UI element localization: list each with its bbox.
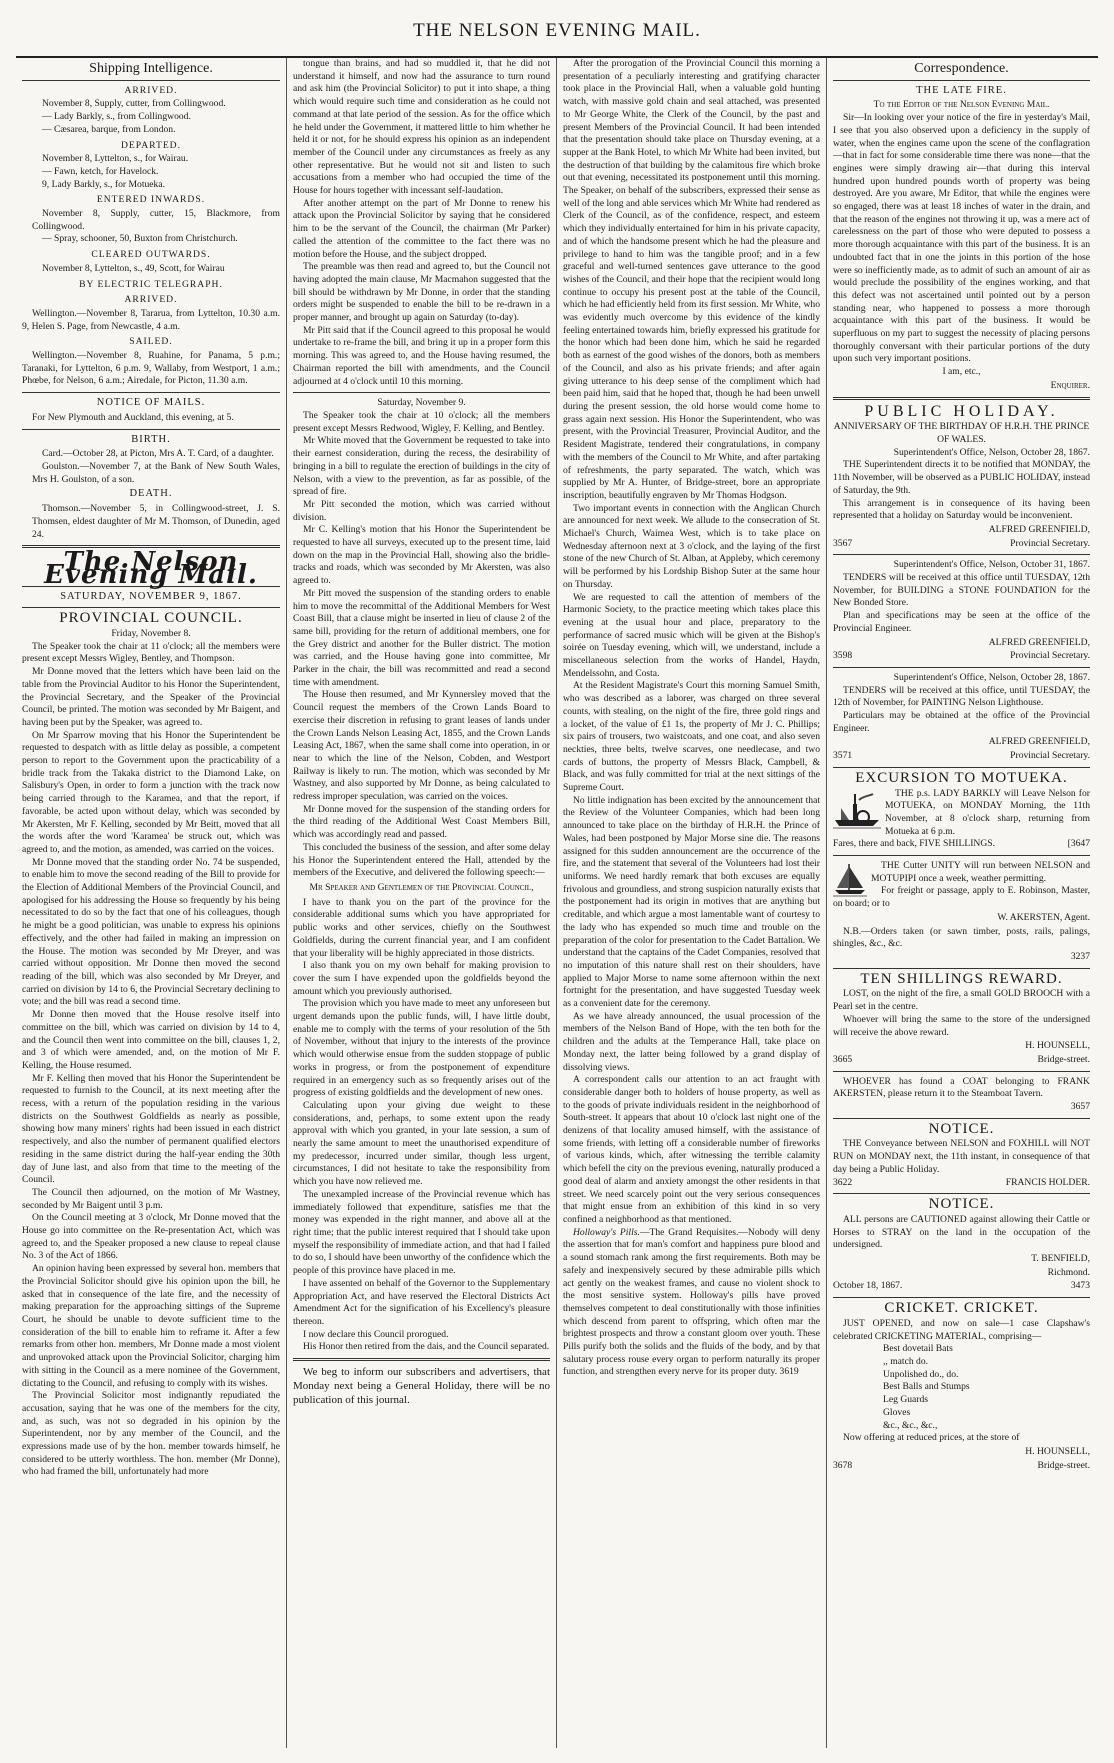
speech-para: I have assented on behalf of the Governor to the Supplementary Appropriation Act, and have reserved the Electoral Districts Act Amendment Act for the signification of his Excellency's pleasure thereon. — [293, 1277, 550, 1327]
council-date-2: Saturday, November 9. — [377, 397, 466, 409]
tender2-body-2: Particulars may be obtained at the office of the Provincial Engineer. — [833, 710, 1090, 734]
speech-para: Calculating upon your giving due weight to these considerations, and, perhaps, to some extent upon the ready approval with which you granted, in your late session, a sum of nearly the same amount to meet the unauthorised expenditure of my predecessor, incurred under similar, though less urgent, circumstances, I did not hesitate to take the responsibility from which you have now relieved me. — [293, 1099, 550, 1188]
council-para: Mr F. Kelling then moved that his Honor the Superintendent be requested to furnish to the Council, at its next meeting after the recess, with a return of the population residing in the various districts on the Southwest Goldfields as nearly as possible, showing how many miners' rights had been issued in each district respectively, and also the number of permanent qualified electors residing in the same district during the half-year ending the 30th day of June last, and also from that time to the meeting of the Council. — [22, 1072, 280, 1186]
correspondence-heading: Correspondence. — [914, 61, 1009, 76]
departed-heading: DEPARTED. — [120, 139, 182, 151]
speech-para: His Honor then retired from the dais, and the Council separated. — [303, 1341, 550, 1353]
council-cont-para: After another attempt on the part of Mr Donne to renew his attack upon the Provincial Solicitor by saying that he considered him to be the servant of the Council, the chairman (Mr Parker) called the attention of the committee to the fact there was no motion before the House, and the subject dropped. — [293, 197, 550, 260]
holiday-subheading: ANNIVERSARY OF THE BIRTHDAY OF H.R.H. THE PRINCE OF WALES. — [833, 421, 1090, 445]
shipping-heading: Shipping Intelligence. — [89, 61, 213, 76]
divider — [833, 855, 1090, 856]
divider — [22, 429, 280, 430]
tender2-signature: ALFRED GREENFIELD, — [988, 736, 1090, 748]
column-2 — [286, 58, 556, 1748]
council-para: The Provincial Solicitor most indignantly repudiated the accusation, saying that he was one of the members for the city, and, as such, was not so degraded in his opinion by the Superintendent, nor by any member of the Council, and the expressions made use of by the hon. member towards himself, he considered to be utterly worthless. The hon. member (Mr Donne), who had framed the bill, unfortunately had more — [22, 1390, 280, 1478]
cutter-body-2: For freight or passage, apply to E. Robinson, Master, on board; or to — [833, 885, 1090, 910]
council-para: On Mr Sparrow moving that his Honor the Superintendent be requested to despatch with as little delay as possible, a competent person to report to the Government upon the practicability of a bridle track from the Takaka district to the Diamond Lake, on Salisbury's Open, in order to form a junction with the track now being carried through to the Karamea, and that the report, if favorable, be acted upon without delay, which was seconded by Mr Akersten, Mr F. Kelling, seconded by Mr Beitt, moved that all the words after the word 'Karamea' be struck out, which was agreed to, and the motion, as amended, was carried on the voices. — [22, 729, 280, 855]
entered-heading: ENTERED INWARDS. — [96, 194, 206, 206]
council-cont-para: tongue than brains, and had so muddled it, that he did not understand it himself, and now had the assurance to turn round and ask him (the Provincial Solicitor) to put it into shape, a thing which would require such time and consideration as he could not command at that late period of the session. As for the office which he held under the Government, it mattered little to him whether he held it or not, for he should express his opinion as an independent member of the Council under any circumstances as freely as any other representative. But he would not sit and listen to such accusations from a member who had occupied the time of the House for hours together with incessant self-laudation. — [293, 58, 550, 197]
birth-heading: BIRTH. — [131, 433, 171, 445]
newspaper-flag: The Nelson Evening Mail. — [44, 547, 258, 590]
death-entry: Thomson.—November 5, in Collingwood-street, J. S. Thomsen, eldest daughter of Mr M. Thomson, of Dunedin, aged 24. — [32, 503, 280, 540]
council-para: An opinion having been expressed by several hon. members that the Provincial Solicitor should give his opinion upon the bill, he asked that in consequence of the late fire, and the necessity of making preparation for the approaching sittings of the Supreme Court, he should be unable to devote sufficient time to the consideration of the bill to enable him to reframe it. After a few remarks from other hon. members, Mr Donne made a most violent and unprovoked attack upon the Provincial Solicitor, charging him with sitting in the Council as a mere nominee of the Government, dictating to the Council, and refusing to comply with its wishes. — [22, 1263, 280, 1389]
divider — [833, 1297, 1090, 1298]
birth-entry: Goulston.—November 7, at the Bank of New South Wales, Mrs H. Goulston, of a son. — [32, 460, 280, 485]
council-cont-para: This concluded the business of the session, and after some delay his Honor the Superintendent entered the Hall, attended by the members of the Executive, and delivered the following speech:— — [293, 841, 550, 879]
reward-body: LOST, on the night of the fire, a small GOLD BROOCH with a Pearl set in the centre. — [833, 988, 1090, 1013]
holiday-body-2: This arrangement is in consequence of its having been represented that a holiday on Saturday would be inconvenient. — [833, 497, 1090, 522]
tender1-body: TENDERS will be received at this office until TUESDAY, 12th November, for BUILDING a STONE FOUNDATION for the New Bonded Store. — [833, 572, 1090, 609]
entered-entry: November 8, Supply, cutter, 15, Blackmore, from Collingwood. — [32, 208, 280, 232]
death-heading: DEATH. — [129, 488, 173, 500]
tender2-ad-number: 3571 — [833, 750, 853, 762]
holloway-lead: Holloway's Pills. — [573, 1226, 640, 1238]
holiday-body: THE Superintendent directs it to be notified that MONDAY, the 11th November, will be observed as a PUBLIC HOLIDAY, instead of Saturday, the 9th. — [833, 459, 1090, 496]
cutter-nb: N.B.—Orders taken (or sawn timber, posts, rails, palings, shingles, &c., &c. — [833, 925, 1090, 950]
tel-sailed-text: Wellington.—November 8, Ruahine, for Panama, 5 p.m.; Taranaki, for Lyttelton, 6 p.m. 9, Wallaby, from Westport, 1 a.m.; Phœbe, for Nelson, 6 a.m.; Airedale, for Picton, 11.30 a.m. — [22, 350, 280, 387]
tender2-role: Provincial Secretary. — [1010, 750, 1090, 762]
news-para: A correspondent calls our attention to an act fraught with considerable danger both to holders of house property, as well as to the goods of private individuals resident in the neighborhood of South-street. It appears that about 10 o'clock last night one of the denizens of that locality amused himself, with the assistance of some friends, with letting off a considerable number of fireworks of various kinds, which, after witnessing the terrible calamity which befell the city on the previous evening, naturally produced a good deal of alarm and anxiety amongst the other residents in that street. We need scarcely point out the very serious consequences that might ensue from an exhibition of this kind in so very confined a neighborhood as that mentioned. — [563, 1074, 820, 1225]
speech-para: The provision which you have made to meet any unforeseen but urgent demands upon the public funds, will, I have little doubt, enable me to comply with the terms of your resolution of the 5th of November, without that injury to the interests of the province which would otherwise ensue from the sudden stoppage of public works in progress, or from the postponement of expenditure required in an emergency such as so frequently arises out of the progress of existing goldfields and the development of new ones. — [293, 998, 550, 1099]
speech-para: I have to thank you on the part of the province for the considerable additional sums which you have appropriated for public works and other services, chiefly on the Southwest Goldfields, during the current financial year, and I am confident that your liberality will be highly appreciated in those districts. — [293, 896, 550, 959]
divider — [293, 1358, 550, 1361]
cricket-item: &c., &c., &c., — [883, 1419, 938, 1431]
coat-ad-number: 3657 — [1070, 1101, 1090, 1113]
column-4 — [826, 58, 1096, 1748]
notice2-date: October 18, 1867. — [833, 1280, 903, 1292]
holiday-signature: ALFRED GREENFIELD, — [988, 523, 1090, 535]
mails-heading: NOTICE OF MAILS. — [96, 397, 206, 409]
divider — [22, 607, 280, 608]
departed-entry: November 8, Lyttelton, s., for Wairau. — [42, 153, 189, 165]
steamship-icon — [833, 790, 881, 830]
columns — [16, 58, 1098, 1748]
council-cont-para: Mr C. Kelling's motion that his Honor the Superintendent be requested to have all surveys, executed up to the present time, laid down on the map in the Provincial Hall, showing also the bridle-tracks and roads, which was seconded by Mr Akersten, was also agreed to. — [293, 524, 550, 587]
cutter-body: THE Cutter UNITY will run between NELSON and MOTUPIPI once a week, weather permitting. — [871, 860, 1090, 884]
reward-address: Bridge-street. — [1037, 1053, 1090, 1065]
divider — [833, 1193, 1090, 1194]
birth-entry: Card.—October 28, at Picton, Mrs A. T. Card, of a daughter. — [42, 448, 274, 460]
holiday-role: Provincial Secretary. — [1010, 537, 1090, 549]
council-para: The Council then adjourned, on the motion of Mr Wastney, seconded by Mr Baigent until 3 p.m. — [22, 1186, 280, 1211]
news-para: After the prorogation of the Provincial Council this morning a presentation of a peculiarly interesting and gratifying character took place in the Provincial Hall, when a valuable gold hunting watch, with massive gold chain and seal attached, was presented to Mr George White, the Clerk of the Council, by the past and present Members of the Provincial Council. It had been intended that the presentation should take place on Thursday evening, at a supper at the Bank Hotel, to which Mr White had been invited, but the destruction of that building by the calamitous fire which broke out that evening, necessitated its postponement until this morning. The Speaker, on behalf of the subscribers, expressed their sense as well of the long and able services which Mr White had rendered as Clerk of the Council, as of the confidence, respect, and esteem which they individually entertained for him in his private capacity, and of which the handsome present which he had the pleasure and privilege to hand to him was the tangible proof; and in a few graceful and well-turned sentences gave utterance to the good wishes of the Council, and their hope that the recipient would long continue to occupy his present post at the table of the Council, which he had efficiently held from its first session. Mr White, who was evidently much overcome by this evidence of the kindly feeling entertained towards him, briefly expressed his gratitude for the honor which had been done him, which he said he regarded both as earnest of the good wishes of the donors, both as members of the Council, and also as his private friends; and after again giving utterance to his deep sense of the compliment which had been paid him, said that he hoped that, though he had been unwell during the present session, the old horse would come home to grass again next session. His Honor the Superintendent, who was present, with the Provincial Treasurer, Provincial Auditor, and the Resident Magistrate, tendered their congratulations, in company with the members of the Council to Mr White, and after partaking of refreshments, the party separated. The watch, which was supplied by Mr A. Hunter, of Bridge-street, bore an appropriate inscription, beautifully engraven by Mr Thomas Hodgson. — [563, 58, 820, 501]
divider — [833, 397, 1090, 400]
cricket-item: ,, match do. — [883, 1355, 929, 1367]
divider — [833, 968, 1090, 969]
cricket-item: Leg Guards — [883, 1394, 929, 1406]
speech-para: The unexampled increase of the Provincial revenue which has immediately followed that expenditure, satisfies me that the money was expended in the right manner, and above all at the right time; that the public interest required that I should take upon myself the responsibility of immediate action, and that had I failed to do so, I should have been unworthy of the confidence which the people of this province have placed in me. — [293, 1188, 550, 1277]
divider — [833, 554, 1090, 555]
cutter-signature: W. AKERSTEN, Agent. — [997, 911, 1090, 923]
cleared-entry: November 8, Lyttelton, s., 49, Scott, for Wairau — [42, 262, 225, 274]
mails-text: For New Plymouth and Auckland, this evening, at 5. — [32, 411, 234, 423]
issue-dateline: SATURDAY, NOVEMBER 9, 1867. — [60, 590, 242, 602]
column-3 — [556, 58, 826, 1748]
council-cont-para: Mr Pitt seconded the motion, which was carried without division. — [293, 498, 550, 523]
reward-ad-number: 3665 — [833, 1053, 853, 1065]
news-para: As we have already announced, the usual procession of the members of the Nelson Band of Hope, with the ten both for the children and the adults at the Temperance Hall, take place on Monday next, the latter being followed by a grand display of dissolving views. — [563, 1010, 820, 1073]
divider — [22, 392, 280, 393]
council-cont-para: Mr Donne moved for the suspension of the standing orders for the third reading of the Additional West Coast Members Bill, which was accordingly read and passed. — [293, 803, 550, 841]
fire-letter-close: I am, etc., — [942, 366, 981, 378]
speech-para: I also thank you on my own behalf for making provision to cover the sum I have expended upon the goldfields beyond the amount which you previously authorised. — [293, 960, 550, 997]
speech-salutation: Mr Speaker and Gentlemen of the Provincial Council, — [309, 882, 534, 893]
telegraph-heading: BY ELECTRIC TELEGRAPH. — [79, 278, 223, 290]
tender1-signature: ALFRED GREENFIELD, — [988, 636, 1090, 648]
council-para: On the Council meeting at 3 o'clock, Mr Donne moved that the House go into committee on the Re-presentation Act, which was agreed to, and the Speaker proposed a new clause to repeal clause No. 3 of the Act of 1866. — [22, 1212, 280, 1262]
cricket-item: Best dovetail Bats — [883, 1343, 953, 1355]
notice1-signature: FRANCIS HOLDER. — [1005, 1176, 1090, 1188]
council-date: Friday, November 8. — [111, 628, 191, 640]
fire-letter-signature: Enquirer. — [1050, 379, 1090, 391]
cricket-items — [833, 1343, 1090, 1432]
reward-heading: TEN SHILLINGS REWARD. — [860, 970, 1063, 987]
divider — [833, 1118, 1090, 1119]
arrived-entry: — Lady Barkly, s., from Collingwood. — [42, 111, 191, 123]
notice2-signature: T. BENFIELD, — [1031, 1253, 1090, 1265]
divider — [833, 80, 1090, 81]
holloway-text: —The Grand Requisites.—Nobody will deny the assertion that for man's comfort and happiness pure blood and a sound stomach rank among the first requirements. Both may be safely and inexpensively secured by these admirable pills which act gently on the weakest frames, and cause no violent shock to the most sensitive system. Holloway's pills have proved themselves competent to deal constitutionally with those infinities which descend from parent to offspring, which often mar the brightest prospects and throw a constant gloom over youth. These Pills purify both the solids and the fluids of the body, and by that salutary process rouse every organ to perform naturally its proper function, and strengthen every nerve for its proper duty. — [563, 1226, 821, 1378]
council-cont-para: Mr Pitt moved the suspension of the standing orders to enable him to move the recommittal of the Additional Members for West Coast Bill, that a clause might be inserted in lieu of clause 2 of the same bill, providing for the return of additional members, one for the Grey district and another for the Buller district. The motion was carried, and the House having gone into committee, Mr Parker in the chair, the bill was recommitted and read a second time with amendment. — [293, 587, 550, 688]
council-para: Mr Donne moved that the standing order No. 74 be suspended, to enable him to move the second reading of the Bill to provide for the Election of Additional Members of the Provincial Council, and apologised for his addressing the House so frequently by his being necessitated to do so by the fact that one of his colleagues, though he might be a good politician, was unable to express his opinions effectively, and the other had failed in making an impression on the House. The motion was seconded by Mr Dreyer, and was carried without opposition. Mr Donne then moved the second reading of the bill, which was also seconded by Mr Dreyer, and carried on division by 14 to 6, the Provincial Secretary declining to vote; and the bill was read a second time. — [22, 856, 280, 1008]
holloway-number: 3619 — [779, 1366, 799, 1378]
news-para: Two important events in connection with the Anglican Church are announced for next week. We allude to the consecration of St. Michael's Church, Waimea West, which is to take place on Wednesday afternoon next at 3 o'clock, and the laying of the first stone of the new Church of St. Alban, at Appleby, which ceremony will be performed by his Lordship Bishop Suter at the same hour on Thursday. — [563, 502, 820, 590]
arrived-entry: — Cæsarea, barque, from London. — [42, 123, 176, 135]
tender1-office: Superintendent's Office, Nelson, October 31, 1867. — [893, 559, 1090, 571]
divider — [833, 667, 1090, 668]
council-cont-para: The House then resumed, and Mr Kynnersley moved that the Council request the members of the Crown Lands Board to exercise their discretion in refusing to grant leases of lands under the Crown Lands Nelson Leasing Act, 1855, and the Crown Lands Leasing Act, 1867, when the same shall come into operation, in or near to which the line of the Nelson, Cobden, and Westport Railway is likely to run. The motion, which was seconded by Mr Wastney, and also supported by Mr Donne, as being calculated to redress improper speculation, was carried on the voices. — [293, 689, 550, 803]
divider — [833, 767, 1090, 768]
council-para: The Speaker took the chair at 11 o'clock; all the members were present except Messrs Wigley, Bentley, and Thompson. — [22, 640, 280, 665]
council-cont-para: The Speaker took the chair at 10 o'clock; all the members present except Messrs Redwood, Wigley, F. Kelling, and Bentley. — [293, 409, 550, 434]
departed-entry: 9, Lady Barkly, s., for Motueka. — [42, 178, 166, 190]
excursion-heading: EXCURSION TO MOTUEKA. — [855, 769, 1068, 786]
tel-arrived-heading: ARRIVED. — [124, 294, 178, 306]
column-1 — [16, 58, 286, 1748]
excursion-ad-number: [3647 — [1067, 838, 1090, 850]
cricket-item: Best Balls and Stumps — [883, 1381, 970, 1393]
cricket-address: Bridge-street. — [1037, 1459, 1090, 1471]
cricket-item: Gloves — [883, 1406, 911, 1418]
fire-letter-body: Sir—In looking over your notice of the fire in yesterday's Mail, I see that you also observed upon a deficiency in the supply of water, when the engines came upon the scene of the conflagration—that in fact for some considerable time there was none—that the engines were simply drawing air—that during this interval hundred upon hundred pounds worth of property was being destroyed. Are you aware, Mr Editor, that while the engines were so engaged, there was at least 18 inches of water in the drain, and that the reason of the engines not throwing it up, was a mere act of carelessness on the part of those who were deputed to possess a more thorough acquaintance with this part of the business. It is an undoubted fact that in one the joints in this portion of the hose were so inefficiently made, as to admit of such an amount of air as would preclude the possibility of the engines working, and that this defect was not ascertained until pointed out by a person standing near, who happened to possess a more thorough acquaintance with this part of the business. It would be superfluous on my part to suggest the necessity of placing persons thoroughly conversant with their particular portions of the duty upon such very important positions. — [833, 112, 1090, 365]
divider — [293, 392, 550, 393]
reward-signature: H. HOUNSELL, — [1025, 1040, 1090, 1052]
fire-letter-heading: THE LATE FIRE. — [916, 84, 1007, 96]
tender1-role: Provincial Secretary. — [1010, 650, 1090, 662]
speech-para: I now declare this Council prorogued. — [303, 1328, 449, 1340]
tel-sailed-heading: SAILED. — [129, 336, 173, 348]
news-para: We are requested to call the attention of members of the Harmonic Society, to the practice meeting which takes place this evening at the usual hour and place, preparatory to the performance of sacred music which will be given at the Bishop's soirée on Tuesday evening, which will, we understand, include a miscellaneous selection from the works of Handel, Haydn, Mendelssohn, and Costa. — [563, 591, 820, 679]
tel-arrived-text: Wellington.—November 8, Tararua, from Lyttelton, 10.30 a.m. 9, Helen S. Page, from Newcastle, 4 a.m. — [22, 307, 280, 332]
cricket-heading: CRICKET. CRICKET. — [884, 1300, 1039, 1317]
masthead-title: THE NELSON EVENING MAIL. — [413, 20, 701, 41]
holloway-para — [563, 1227, 820, 1379]
reward-body-2: Whoever will bring the same to the store of the undersigned will receive the above reward. — [833, 1013, 1090, 1038]
news-para: At the Resident Magistrate's Court this morning Samuel Smith, who was described as a laborer, was charged on three several counts, with stealing, on the night of the fire, three gold rings and a locket, of the value of £1 1s, the property of Mr J. C. Phillips; six pairs of trousers, two waistcoats, and one coat, and also seven neckties, three belts, twelve scarves, one needlecase, and two cards of buttons, the property of Messrs Black, Campbell, & Black, and was fully committed for trial at the next sittings of the Supreme Court. — [563, 680, 820, 794]
coat-body: WHOEVER has found a COAT belonging to FRANK AKERSTEN, please return it to the Steamboat Tavern. — [833, 1075, 1090, 1100]
cricket-ad-number: 3678 — [833, 1459, 853, 1471]
holiday-publication-notice: We beg to inform our subscribers and advertisers, that Monday next being a General Holiday, there will be no publication of this journal. — [293, 1366, 550, 1407]
notice2-heading: NOTICE. — [928, 1196, 995, 1213]
council-para: Mr Donne then moved that the House resolve itself into committee on the bill, which was carried on division by 14 to 4, and the Council then went into committee on the bill, clauses 1, 2, and 3 of which were amended, and, on the motion of Mr F. Kelling, the House resumed. — [22, 1009, 280, 1071]
notice1-ad-number: 3622 — [833, 1176, 853, 1188]
holiday-office: Superintendent's Office, Nelson, October 28, 1867. — [893, 446, 1090, 458]
tender1-body-2: Plan and specifications may be seen at the office of the Provincial Engineer. — [833, 610, 1090, 634]
divider — [833, 1071, 1090, 1072]
cricket-offer: Now offering at reduced prices, at the store of — [843, 1432, 1020, 1444]
notice2-place: Richmond. — [1047, 1266, 1090, 1278]
tender1-ad-number: 3598 — [833, 650, 853, 662]
council-cont-para: Mr White moved that the Government be requested to take into their earnest consideration, during the recess, the desirability of bringing in a bill to regulate the erection of buildings in the city of Nelson, with a view to the prevention, as far as possible, of the spread of fire. — [293, 435, 550, 498]
tender2-office: Superintendent's Office, Nelson, October 28, 1867. — [893, 671, 1090, 683]
notice2-ad-number: 3473 — [1070, 1280, 1090, 1292]
divider — [22, 80, 280, 81]
cutter-ad-number: 3237 — [1070, 951, 1090, 962]
fire-letter-to: To the Editor of the Nelson Evening Mail. — [873, 99, 1050, 111]
holiday-heading: PUBLIC HOLIDAY. — [864, 402, 1059, 420]
holiday-ad-number: 3567 — [833, 537, 853, 549]
entered-entry: — Spray, schooner, 50, Buxton from Christchurch. — [42, 233, 238, 245]
news-para: No little indignation has been excited by the announcement that the Review of the Volunteer Companies, which had been long announced to take place on the birthday of H.R.H. the Prince of Wales, had been postponed by Major Morse sine die. The reasons assigned for this sudden announcement are the occurrence of the fire, and the statement that several of the Volunteers had lost their uniforms. We need hardly remark that both excuses are equally frivolous and groundless, and strong suspicion naturally exists that the postponement had its origin in motives that are anything but creditable, and which argue a most lamentable want of courtesy to the lady who has expended so much time and trouble on the preparation of the color for presentation to the Cadet Battalion. We understand that the captains of the Cadet Companies, resolved that no imputation of this nature shall rest on their shoulders, have applied to Major Morse to name some afternoon within the next fortnight for the presentation, and have suggested Tuesday week as a convenient date for the ceremony. — [563, 794, 820, 1010]
cleared-heading: CLEARED OUTWARDS. — [91, 249, 211, 261]
tender2-body: TENDERS will be received at this office, until TUESDAY, the 12th of November, for PAINTING Nelson Lighthouse. — [833, 684, 1090, 709]
arrived-entry: November 8, Supply, cutter, from Collingwood. — [42, 98, 226, 110]
arrived-heading: ARRIVED. — [124, 84, 178, 96]
cricket-item: Unpolished do., do. — [883, 1368, 959, 1380]
notice1-body: THE Conveyance between NELSON and FOXHILL will NOT RUN on MONDAY next, the 11th instant, in consequence of that day being a Public Holiday. — [833, 1138, 1090, 1175]
notice2-body: ALL persons are CAUTIONED against allowing their Cattle or Horses to STRAY on the land in the occupation of the undersigned. — [833, 1213, 1090, 1251]
cricket-body: JUST OPENED, and now on sale—1 case Clapshaw's celebrated CRICKETING MATERIAL, comprising— — [833, 1317, 1090, 1342]
council-cont-para: The preamble was then read and agreed to, but the Council not having adopted the main clause, Mr Macmahon suggested that the bill should be withdrawn by Mr Donne, in order that the standing orders might be suspended to enable the bill to be re-drawn in a proper manner, and brought up again on Saturday (to-day). — [293, 261, 550, 324]
sailing-cutter-icon — [833, 862, 867, 898]
excursion-body: THE p.s. LADY BARKLY will Leave Nelson for MOTUEKA, on MONDAY Morning, the 11th November, at 8 o'clock sharp, returning from Motueka at 6 p.m. — [885, 787, 1090, 837]
council-heading: PROVINCIAL COUNCIL. — [59, 610, 243, 627]
departed-entry: — Fawn, ketch, for Havelock. — [42, 165, 159, 177]
notice1-heading: NOTICE. — [928, 1120, 995, 1137]
excursion-fares: Fares, there and back, FIVE SHILLINGS. — [833, 838, 995, 850]
council-cont-para: Mr Pitt said that if the Council agreed to this proposal he would undertake to re-frame the bill, and bring it up in a proper form this morning. This was agreed to, and the House having resumed, the Chairman reported the bill with amendments, and the Council adjourned at 4 o'clock until 10 this morning. — [293, 324, 550, 387]
council-para: Mr Donne moved that the letters which have been laid on the table from the Provincial Auditor to his Honor the Superintendent, the Provincial Secretary, and the Speaker of the Provincial Council, be printed. The motion was seconded by Mr Baigent, and having been put by the Speaker, was agreed to. — [22, 666, 280, 728]
cricket-signature: H. HOUNSELL, — [1025, 1445, 1090, 1457]
